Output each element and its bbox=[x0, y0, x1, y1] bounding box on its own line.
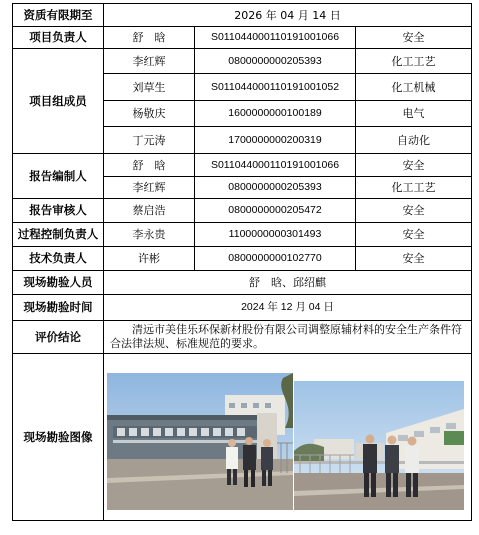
conclusion-text: 清远市美佳乐环保新材股份有限公司调整原辅材料的安全生产条件符合法律法规、标准规范的要求。 bbox=[104, 321, 472, 354]
row-reviewer bbox=[13, 199, 472, 223]
row-process-control bbox=[13, 223, 472, 247]
process-control-field: 安全 bbox=[356, 223, 472, 247]
report-author-field: 化工工艺 bbox=[356, 177, 472, 199]
team-member-field: 自动化 bbox=[356, 127, 472, 154]
team-member-cert: 1600000000100189 bbox=[195, 101, 356, 127]
technical-lead-label: 技术负责人 bbox=[13, 247, 104, 271]
project-lead-cert: S011044000110191001066 bbox=[195, 27, 356, 49]
site-survey-staff-value: 舒 晗、邱绍麒 bbox=[104, 271, 472, 295]
team-member-field: 电气 bbox=[356, 101, 472, 127]
site-survey-time-value: 2024 年 12 月 04 日 bbox=[104, 295, 472, 321]
report-author-cert: 0800000000205393 bbox=[195, 177, 356, 199]
technical-lead-name: 许彬 bbox=[104, 247, 195, 271]
team-member-cert: 1700000000200319 bbox=[195, 127, 356, 154]
team-member-field: 化工机械 bbox=[356, 74, 472, 101]
qualification-label: 资质有限期至 bbox=[13, 4, 104, 27]
technical-lead-cert: 0800000000102770 bbox=[195, 247, 356, 271]
technical-lead-field: 安全 bbox=[356, 247, 472, 271]
row-conclusion bbox=[13, 321, 472, 354]
row-qualification bbox=[13, 4, 472, 27]
reviewer-label: 报告审核人 bbox=[13, 199, 104, 223]
process-control-cert: 1100000000301493 bbox=[195, 223, 356, 247]
reviewer-name: 蔡启浩 bbox=[104, 199, 195, 223]
photos-label: 现场勘验图像 bbox=[13, 354, 104, 521]
process-control-name: 李永贵 bbox=[104, 223, 195, 247]
row-technical-lead bbox=[13, 247, 472, 271]
conclusion-label: 评价结论 bbox=[13, 321, 104, 354]
site-photo-plant bbox=[294, 381, 464, 510]
site-photo-gate bbox=[107, 373, 293, 510]
project-lead-field: 安全 bbox=[356, 27, 472, 49]
team-member-name: 刘草生 bbox=[104, 74, 195, 101]
row-project-lead bbox=[13, 27, 472, 49]
project-lead-name: 舒 晗 bbox=[104, 27, 195, 49]
row-site-survey-time bbox=[13, 295, 472, 321]
team-member-name: 丁元涛 bbox=[104, 127, 195, 154]
team-member-field: 化工工艺 bbox=[356, 49, 472, 74]
qualification-value: 2026 年 04 月 14 日 bbox=[104, 4, 472, 27]
reviewer-cert: 0800000000205472 bbox=[195, 199, 356, 223]
table-row bbox=[13, 154, 472, 177]
report-author-field: 安全 bbox=[356, 154, 472, 177]
table-row bbox=[13, 49, 472, 74]
report-author-name: 舒 晗 bbox=[104, 154, 195, 177]
process-control-label: 过程控制负责人 bbox=[13, 223, 104, 247]
team-member-name: 杨敬庆 bbox=[104, 101, 195, 127]
report-author-name: 李红辉 bbox=[104, 177, 195, 199]
team-member-cert: 0800000000205393 bbox=[195, 49, 356, 74]
reviewer-field: 安全 bbox=[356, 199, 472, 223]
report-author-cert: S011044000110191001066 bbox=[195, 154, 356, 177]
row-site-survey-staff bbox=[13, 271, 472, 295]
project-lead-label: 项目负责人 bbox=[13, 27, 104, 49]
site-survey-time-label: 现场勘验时间 bbox=[13, 295, 104, 321]
team-member-name: 李红辉 bbox=[104, 49, 195, 74]
site-survey-staff-label: 现场勘验人员 bbox=[13, 271, 104, 295]
report-author-label: 报告编制人 bbox=[13, 154, 104, 199]
team-label: 项目组成员 bbox=[13, 49, 104, 154]
team-member-cert: S011044000110191001052 bbox=[195, 74, 356, 101]
